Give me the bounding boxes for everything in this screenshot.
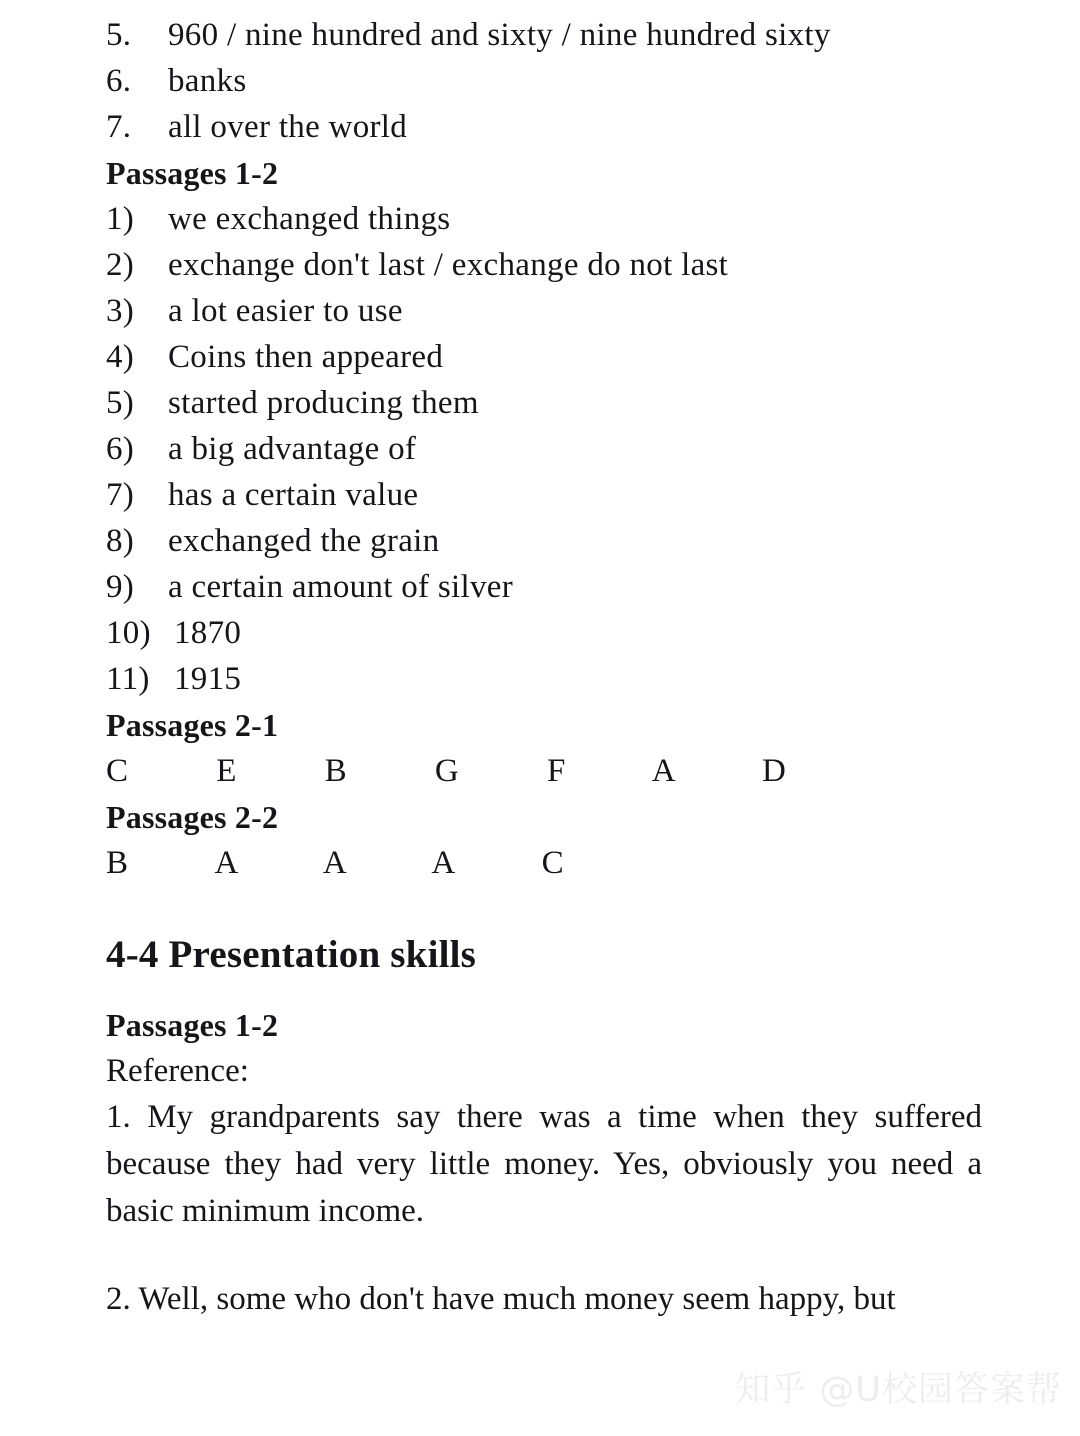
list-item <box>106 334 982 380</box>
list-item-text: 1915 <box>174 661 242 697</box>
listening-answer-list <box>106 12 982 150</box>
list-item-number: 5) <box>106 385 135 421</box>
list-item <box>106 426 982 472</box>
section-heading: 4-4 Presentation skills <box>106 933 477 976</box>
list-item-text: a lot easier to use <box>168 293 403 329</box>
list-item <box>106 380 982 426</box>
list-item <box>106 196 982 242</box>
heading-passages-1-2: Passages 1-2 <box>106 155 279 191</box>
reference-paragraph-2: 2. Well, some who don't have much money seem happy, but <box>106 1281 896 1317</box>
list-item-number: 7) <box>106 477 135 513</box>
list-item-number: 9) <box>106 569 135 605</box>
passages-1-2-answer-list <box>106 196 982 702</box>
list-item <box>106 12 982 58</box>
list-item-number: 6) <box>106 431 135 467</box>
list-item-text: 1870 <box>174 615 242 651</box>
passages-2-1-answers: C E B G F A D <box>106 753 826 789</box>
list-item-text: started producing them <box>168 385 479 421</box>
page-content <box>106 12 982 1323</box>
list-item-text: 960 / nine hundred and sixty / nine hundred sixty <box>168 17 831 53</box>
list-item-text: all over the world <box>168 109 408 145</box>
list-item-number: 3) <box>106 293 135 329</box>
watermark: 知乎 @U校园答案帮 <box>735 1370 1062 1410</box>
heading-passages-2-2: Passages 2-2 <box>106 799 279 835</box>
list-item-text: has a certain value <box>168 477 419 513</box>
heading-passages-2-1: Passages 2-1 <box>106 707 279 743</box>
list-item-text: a certain amount of silver <box>168 569 514 605</box>
list-item-number: 6. <box>106 63 132 99</box>
list-item-text: a big advantage of <box>168 431 417 467</box>
heading-section-passages-1-2: Passages 1-2 <box>106 1007 279 1043</box>
list-item <box>106 518 982 564</box>
list-item <box>106 288 982 334</box>
list-item <box>106 610 982 656</box>
list-item-text: exchanged the grain <box>168 523 440 559</box>
list-item-number: 11) <box>106 661 150 697</box>
list-item-number: 5. <box>106 17 132 53</box>
list-item-number: 2) <box>106 247 135 283</box>
list-item <box>106 564 982 610</box>
list-item-number: 1) <box>106 201 135 237</box>
list-item-text: banks <box>168 63 247 99</box>
reference-paragraph-1: 1. My grandparents say there was a time when they suffered because they had very little money. Yes, obviously you need a basic minimum income. <box>106 1099 982 1229</box>
list-item <box>106 472 982 518</box>
list-item-text: exchange don't last / exchange do not last <box>168 247 729 283</box>
reference-label: Reference: <box>106 1053 249 1089</box>
list-item-number: 7. <box>106 109 132 145</box>
list-item <box>106 104 982 150</box>
list-item <box>106 656 982 702</box>
list-item-number: 4) <box>106 339 135 375</box>
list-item <box>106 58 982 104</box>
list-item-text: Coins then appeared <box>168 339 444 375</box>
list-item-number: 10) <box>106 615 151 651</box>
passages-2-2-answers: B A A A C <box>106 845 604 881</box>
list-item-text: we exchanged things <box>168 201 451 237</box>
list-item <box>106 242 982 288</box>
list-item-number: 8) <box>106 523 135 559</box>
